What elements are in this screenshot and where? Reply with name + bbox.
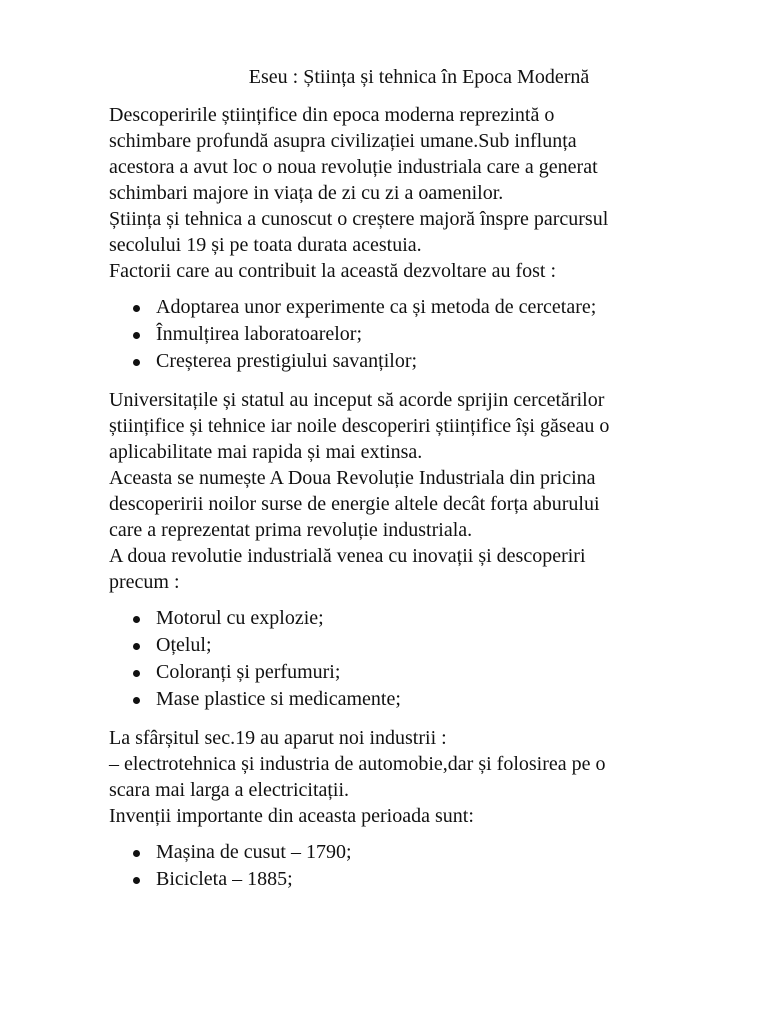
text-line: secolului 19 și pe toata durata acestuia.	[109, 234, 422, 256]
text-line: descoperirii noilor surse de energie altele decât forța aburului	[109, 493, 600, 515]
list-item	[109, 321, 729, 348]
text-line: Descoperirile științifice din epoca moderna reprezintă o	[109, 104, 555, 126]
list-item-text: Adoptarea unor experimente ca și metoda de cercetare;	[156, 296, 597, 318]
text-line: A doua revolutie industrială venea cu inovații și descoperiri	[109, 545, 586, 567]
intro-paragraph	[109, 102, 729, 284]
text-line: Invenții importante din aceasta perioada sunt:	[109, 805, 474, 827]
list-item	[109, 686, 729, 713]
text-line: științifice și tehnice iar noile descoperiri științifice își găseau o	[109, 415, 610, 437]
late-paragraph	[109, 725, 729, 829]
list-item	[109, 866, 729, 893]
bullet-icon	[133, 305, 140, 312]
list-item-text: Oțelul;	[156, 634, 212, 656]
list-item	[109, 294, 729, 321]
text-line: aplicabilitate mai rapida și mai extinsa.	[109, 441, 423, 463]
bullet-icon	[133, 332, 140, 339]
middle-paragraph	[109, 387, 729, 595]
list-item-text: Mașina de cusut – 1790;	[156, 841, 352, 863]
list-item	[109, 605, 729, 632]
text-line: schimbari majore in viața de zi cu zi a oamenilor.	[109, 182, 504, 204]
inventions-list	[109, 839, 729, 893]
text-line: Universitațile și statul au inceput să acorde sprijin cercetărilor	[109, 389, 605, 411]
bullet-icon	[133, 670, 140, 677]
list-item	[109, 348, 729, 375]
text-line: acestora a avut loc o noua revoluție industriala care a generat	[109, 156, 598, 178]
list-item	[109, 659, 729, 686]
text-line: schimbare profundă asupra civilizației umane.Sub influnța	[109, 130, 577, 152]
list-item	[109, 632, 729, 659]
text-line: La sfârșitul sec.19 au aparut noi industrii :	[109, 727, 447, 749]
list-item-text: Creșterea prestigiului savanților;	[156, 350, 418, 372]
bullet-icon	[133, 850, 140, 857]
text-line: care a reprezentat prima revoluție industriala.	[109, 519, 473, 541]
bullet-icon	[133, 359, 140, 366]
list-item-text: Înmulțirea laboratoarelor;	[156, 323, 363, 345]
list-item	[109, 839, 729, 866]
text-line: Factorii care au contribuit la această dezvoltare au fost :	[109, 260, 557, 282]
list-item-text: Mase plastice si medicamente;	[156, 688, 401, 710]
text-line: Aceasta se numește A Doua Revoluție Industriala din pricina	[109, 467, 596, 489]
bullet-icon	[133, 697, 140, 704]
text-line: precum :	[109, 571, 180, 593]
essay-title: Eseu : Știința și tehnica în Epoca Modernă	[248, 66, 590, 88]
list-item-text: Bicicleta – 1885;	[156, 868, 293, 890]
text-line: scara mai larga a electricitații.	[109, 779, 350, 801]
factors-list	[109, 294, 729, 375]
innovations-list	[109, 605, 729, 713]
bullet-icon	[133, 877, 140, 884]
text-line: Știința și tehnica a cunoscut o creștere majoră înspre parcursul	[109, 208, 609, 230]
bullet-icon	[133, 643, 140, 650]
list-item-text: Motorul cu explozie;	[156, 607, 324, 629]
bullet-icon	[133, 616, 140, 623]
text-line: – electrotehnica și industria de automobie,dar și folosirea pe o	[109, 753, 606, 775]
document-page	[109, 64, 729, 905]
list-item-text: Coloranți și perfumuri;	[156, 661, 341, 683]
